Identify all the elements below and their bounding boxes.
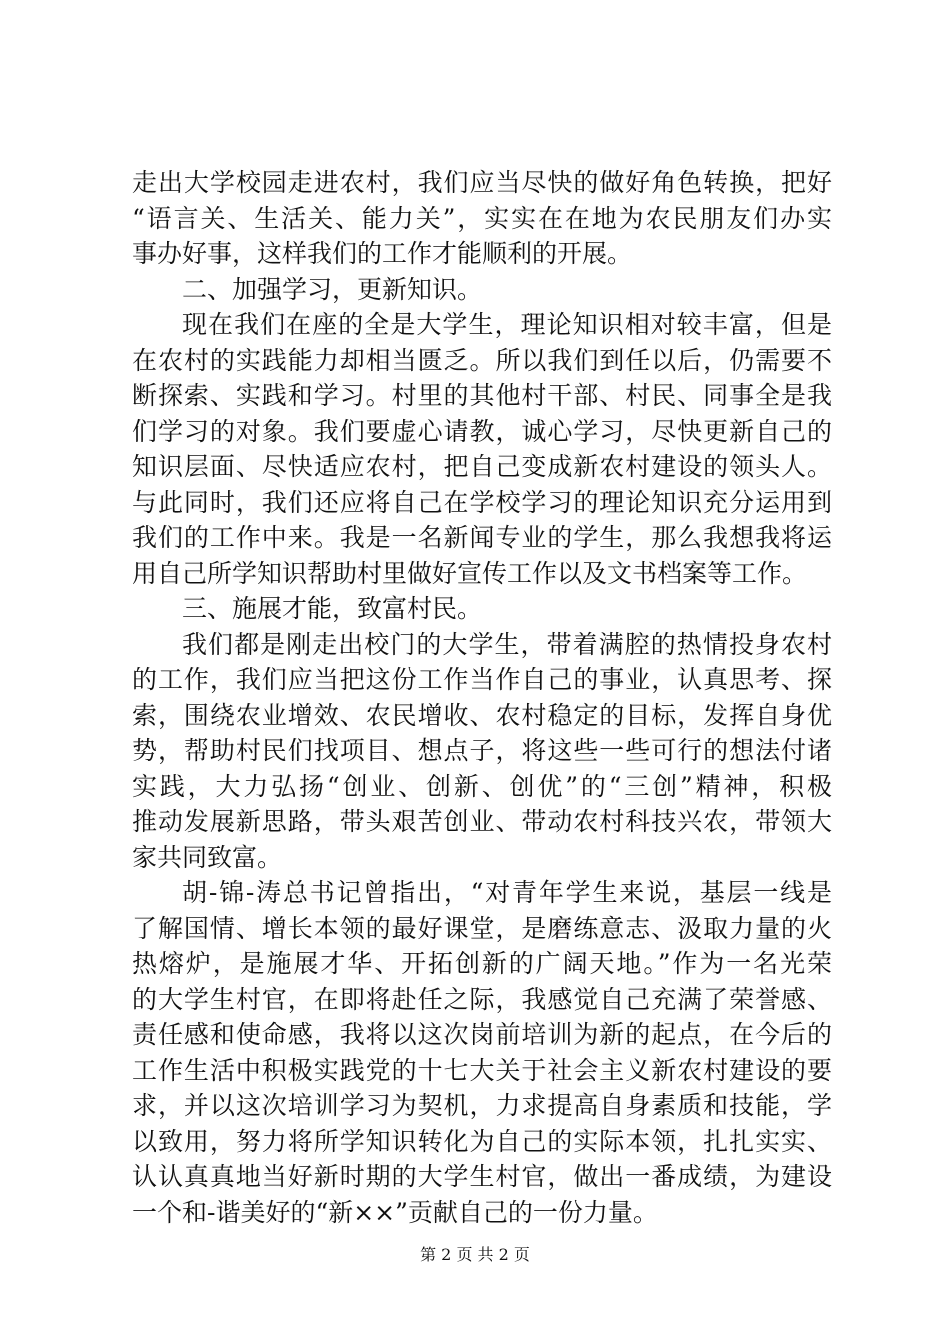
text-line: 们学习的对象。我们要虚心请教，诚心学习，尽快更新自己的 <box>132 416 832 446</box>
text-line: 胡-锦-涛总书记曾指出，“对青年学生来说，基层一线是 <box>182 878 832 907</box>
text-line: 的大学生村官，在即将赴任之际，我感觉自己充满了荣誉感、 <box>132 984 832 1014</box>
text-line: 实践，大力弘扬“创业、创新、创优”的“三创”精神，积极 <box>132 771 832 801</box>
text-line: 与此同时，我们还应将自己在学校学习的理论知识充分运用到 <box>132 487 832 517</box>
text-line: 家共同致富。 <box>132 842 283 872</box>
text-line: 了解国情、增长本领的最好课堂，是磨练意志、汲取力量的火 <box>132 913 832 943</box>
text-line: 热熔炉，是施展才华、开拓创新的广阔天地。”作为一名光荣 <box>132 949 832 978</box>
page-footer: 第 2 页 共 2 页 <box>420 1245 530 1264</box>
text-line: 以致用，努力将所学知识转化为自己的实际本领，扎扎实实、 <box>132 1126 832 1156</box>
text-line: 求，并以这次培训学习为契机，力求提高自身素质和技能，学 <box>132 1091 832 1120</box>
text-line: 认认真真地当好新时期的大学生村官，做出一番成绩，为建设 <box>132 1162 832 1191</box>
text-line: 二、加强学习，更新知识。 <box>182 274 483 304</box>
text-line: 势，帮助村民们找项目、想点子，将这些一些可行的想法付诸 <box>132 736 832 765</box>
text-line: 用自己所学知识帮助村里做好宣传工作以及文书档案等工作。 <box>132 558 808 588</box>
text-line: 事办好事，这样我们的工作才能顺利的开展。 <box>132 239 633 268</box>
text-line: 我们都是刚走出校门的大学生，带着满腔的热情投身农村 <box>182 629 832 659</box>
text-line: 工作生活中积极实践党的十七大关于社会主义新农村建设的要 <box>132 1055 832 1085</box>
text-line: 推动发展新思路，带头艰苦创业、带动农村科技兴农，带领大 <box>132 807 832 836</box>
text-line: 的工作，我们应当把这份工作当作自己的事业，认真思考、探 <box>132 665 832 694</box>
text-line: 知识层面、尽快适应农村，把自己变成新农村建设的领头人。 <box>132 452 832 481</box>
text-line: 现在我们在座的全是大学生，理论知识相对较丰富，但是 <box>182 310 832 339</box>
text-line: 断探索、实践和学习。村里的其他村干部、村民、同事全是我 <box>132 381 832 410</box>
text-line: 走出大学校园走进农村，我们应当尽快的做好角色转换，把好 <box>132 168 832 197</box>
document-body <box>132 165 832 1230</box>
text-line: 责任感和使命感，我将以这次岗前培训为新的起点，在今后的 <box>132 1020 832 1049</box>
text-line: 在农村的实践能力却相当匮乏。所以我们到任以后，仍需要不 <box>132 345 832 375</box>
text-line: 一个和-谐美好的“新××”贡献自己的一份力量。 <box>132 1197 658 1227</box>
text-line: 三、施展才能，致富村民。 <box>182 594 483 623</box>
text-line: 我们的工作中来。我是一名新闻专业的学生，那么我想我将运 <box>132 523 832 552</box>
text-line: 索，围绕农业增效、农民增收、农村稳定的目标，发挥自身优 <box>132 700 832 730</box>
text-line: “语言关、生活关、能力关”，实实在在地为农民朋友们办实 <box>132 203 832 233</box>
